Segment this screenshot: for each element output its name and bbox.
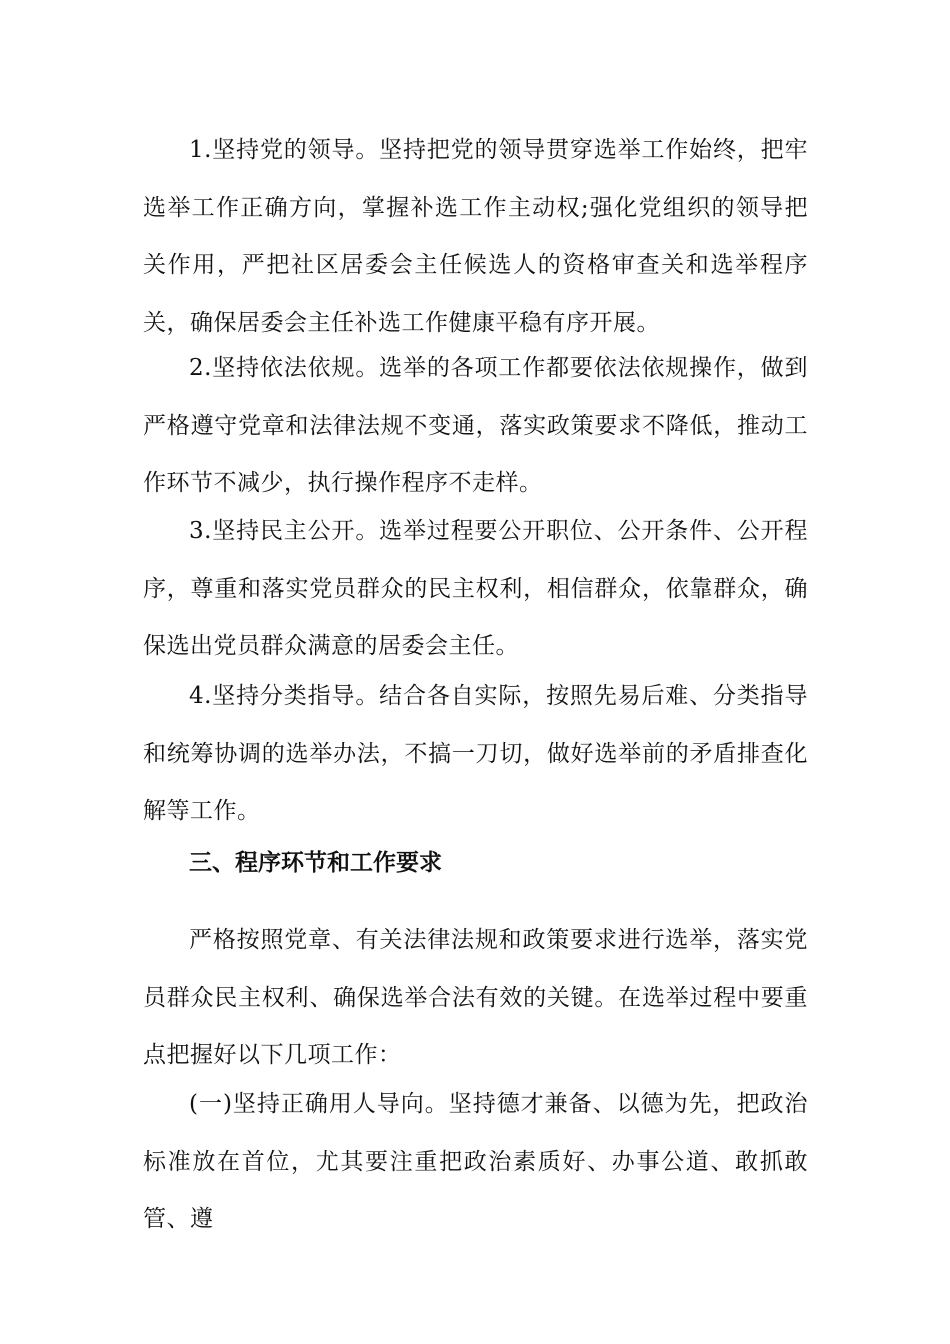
section-heading: 三、程序环节和工作要求 — [189, 849, 442, 876]
paragraph-section-intro: 严格按照党章、有关法律法规和政策要求进行选举，落实党员群众民主权利、确保选举合法有效的关键。在选举过程中要重点把握好以下几项工作： — [143, 927, 808, 1068]
paragraph-principle-1: 1.坚持党的领导。坚持把党的领导贯穿选举工作始终，把牢选举工作正确方向，掌握补选工作主动权;强化党组织的领导把关作用，严把社区居委会主任候选人的资格审查关和选举程序关，确保居委会主任补选工作健康平稳有序开展。 — [143, 137, 808, 336]
paragraph-principle-4: 4.坚持分类指导。结合各自实际，按照先易后难、分类指导和统筹协调的选举办法，不搞一刀切，做好选举前的矛盾排查化解等工作。 — [143, 683, 808, 824]
paragraph-principle-3: 3.坚持民主公开。选举过程要公开职位、公开条件、公开程序，尊重和落实党员群众的民主权利，相信群众，依靠群众，确保选出党员群众满意的居委会主任。 — [143, 518, 808, 659]
paragraph-item-1: (一)坚持正确用人导向。坚持德才兼备、以德为先，把政治标准放在首位，尤其要注重把政治素质好、办事公道、敢抓敢管、遵 — [143, 1091, 808, 1232]
paragraph-principle-2: 2.坚持依法依规。选举的各项工作都要依法依规操作，做到严格遵守党章和法律法规不变通，落实政策要求不降低，推动工作环节不减少，执行操作程序不走样。 — [143, 355, 808, 496]
